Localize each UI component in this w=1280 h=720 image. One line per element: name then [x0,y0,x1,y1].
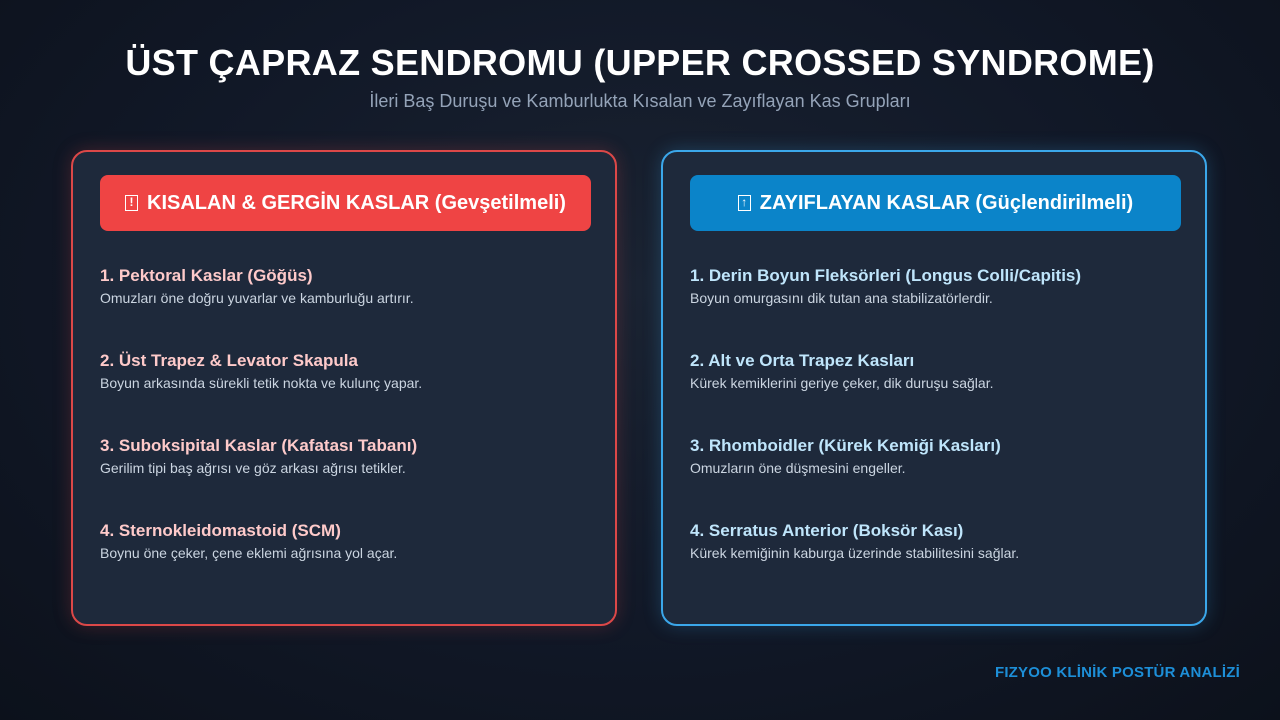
item-description: Omuzların öne düşmesini engeller. [690,460,906,476]
item-title: 1. Pektoral Kaslar (Göğüs) [100,266,313,285]
item-description: Boyun arkasında sürekli tetik nokta ve kulunç yapar. [100,375,423,391]
weakened-muscles-header [690,175,1181,231]
item-title: 4. Sternokleidomastoid (SCM) [100,521,341,540]
item-description: Boyun omurgasını dik tutan ana stabilizatörlerdir. [690,290,993,306]
weakened-muscles-header-label: ZAYIFLAYAN KASLAR (Güçlendirilmeli) [759,191,1134,214]
item-description: Boynu öne çeker, çene eklemi ağrısına yol açar. [100,545,398,561]
item-title: 4. Serratus Anterior (Boksör Kası) [690,521,964,540]
list-item [100,435,580,520]
item-title: 3. Suboksipital Kaslar (Kafatası Tabanı) [100,436,418,455]
item-description: Gerilim tipi baş ağrısı ve göz arkası ağrısı tetikler. [100,460,406,476]
weakened-muscles-list [690,265,1170,605]
shortened-muscles-header [100,175,591,231]
item-description: Kürek kemiklerini geriye çeker, dik duruşu sağlar. [690,375,994,391]
list-item [690,520,1170,605]
list-item [100,350,580,435]
item-title: 3. Rhomboidler (Kürek Kemiği Kasları) [690,436,1001,455]
list-item [690,435,1170,520]
warning-icon: ! [125,195,138,211]
strength-icon: ↑ [738,195,751,211]
shortened-muscles-list [100,265,580,605]
list-item [690,265,1170,350]
item-title: 2. Alt ve Orta Trapez Kasları [690,351,915,370]
item-title: 1. Derin Boyun Fleksörleri (Longus Colli/Capitis) [690,266,1082,285]
footer-brand: FIZYOO KLİNİK POSTÜR ANALİZİ [994,664,1240,681]
item-description: Kürek kemiğinin kaburga üzerinde stabilitesini sağlar. [690,545,1020,561]
weakened-muscles-panel [661,150,1207,626]
page-subtitle: İleri Baş Duruşu ve Kamburlukta Kısalan ve Zayıflayan Kas Grupları [369,91,911,111]
item-title: 2. Üst Trapez & Levator Skapula [100,351,358,370]
shortened-muscles-header-label: KISALAN & GERGİN KASLAR (Gevşetilmeli) [147,191,566,214]
page-title: ÜST ÇAPRAZ SENDROMU (UPPER CROSSED SYNDROME) [125,42,1155,83]
list-item [690,350,1170,435]
list-item [100,520,580,605]
item-description: Omuzları öne doğru yuvarlar ve kamburluğu artırır. [100,290,414,306]
shortened-muscles-panel [71,150,617,626]
list-item [100,265,580,350]
